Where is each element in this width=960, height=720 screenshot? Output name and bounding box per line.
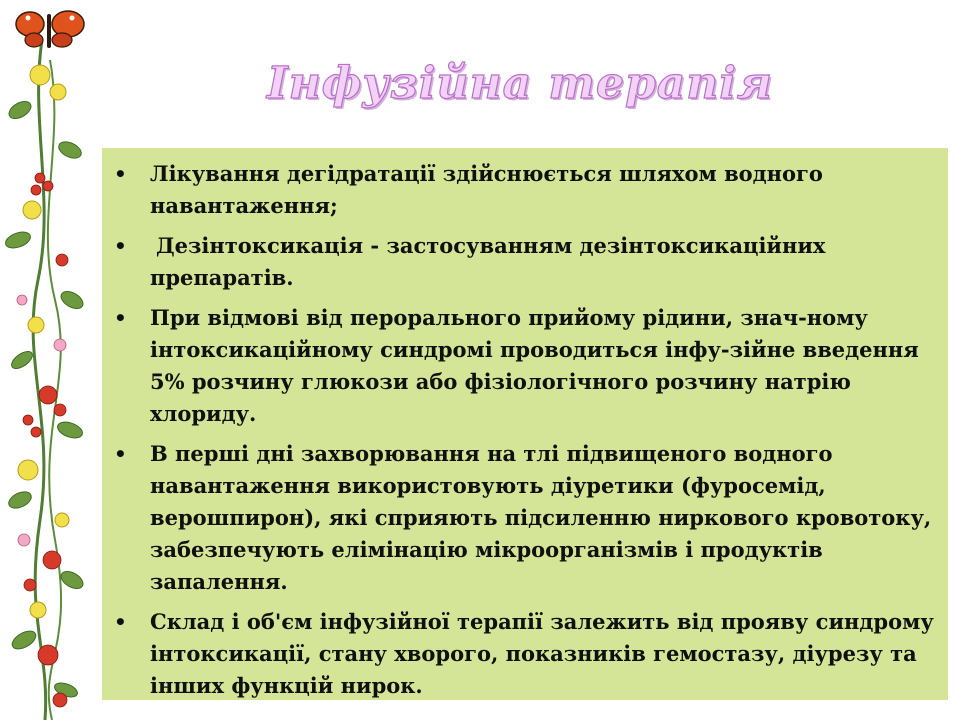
bullet-item xyxy=(110,158,936,222)
floral-vine-border xyxy=(0,0,100,720)
bullet-text: Лікування дегідратації здійснюється шляхом водного навантаження; xyxy=(150,161,823,218)
slide-title: Інфузійна терапія xyxy=(267,58,773,109)
bullet-icon: • xyxy=(114,610,127,634)
bullet-icon: • xyxy=(114,162,127,186)
bullet-item xyxy=(110,302,936,430)
bullet-text: В перші дні захворювання на тлі підвищеного водного навантаження використовують діуретики (фуросемід, верошпирон), які сприяють підсиленню ниркового кровотоку, забезпечують елімінацію мікроорганізмів і продуктів запалення. xyxy=(150,441,932,594)
bullet-item xyxy=(110,606,936,702)
content-box xyxy=(102,148,948,700)
bullet-icon: • xyxy=(114,234,127,258)
bullet-item xyxy=(110,230,936,294)
bullet-item xyxy=(110,438,936,598)
bullet-icon: • xyxy=(114,306,127,330)
bullet-text: Дезінтоксикація - застосуванням дезінтоксикаційних препаратів. xyxy=(150,233,826,290)
butterfly-icon xyxy=(16,11,84,48)
bullet-list xyxy=(110,158,936,702)
bullet-text: Склад і об'єм інфузійної терапії залежить від прояву синдрому інтоксикації, стану хворого, показників гемостазу, діурезу та інших функцій нирок. xyxy=(150,609,934,698)
bullet-text: При відмові від перорального прийому рідини, знач-ному інтоксикаційному синдромі проводиться інфу-зійне введення 5% розчину глюкози або фізіологічного розчину натрію хлориду. xyxy=(150,305,919,426)
bullet-icon: • xyxy=(114,442,127,466)
